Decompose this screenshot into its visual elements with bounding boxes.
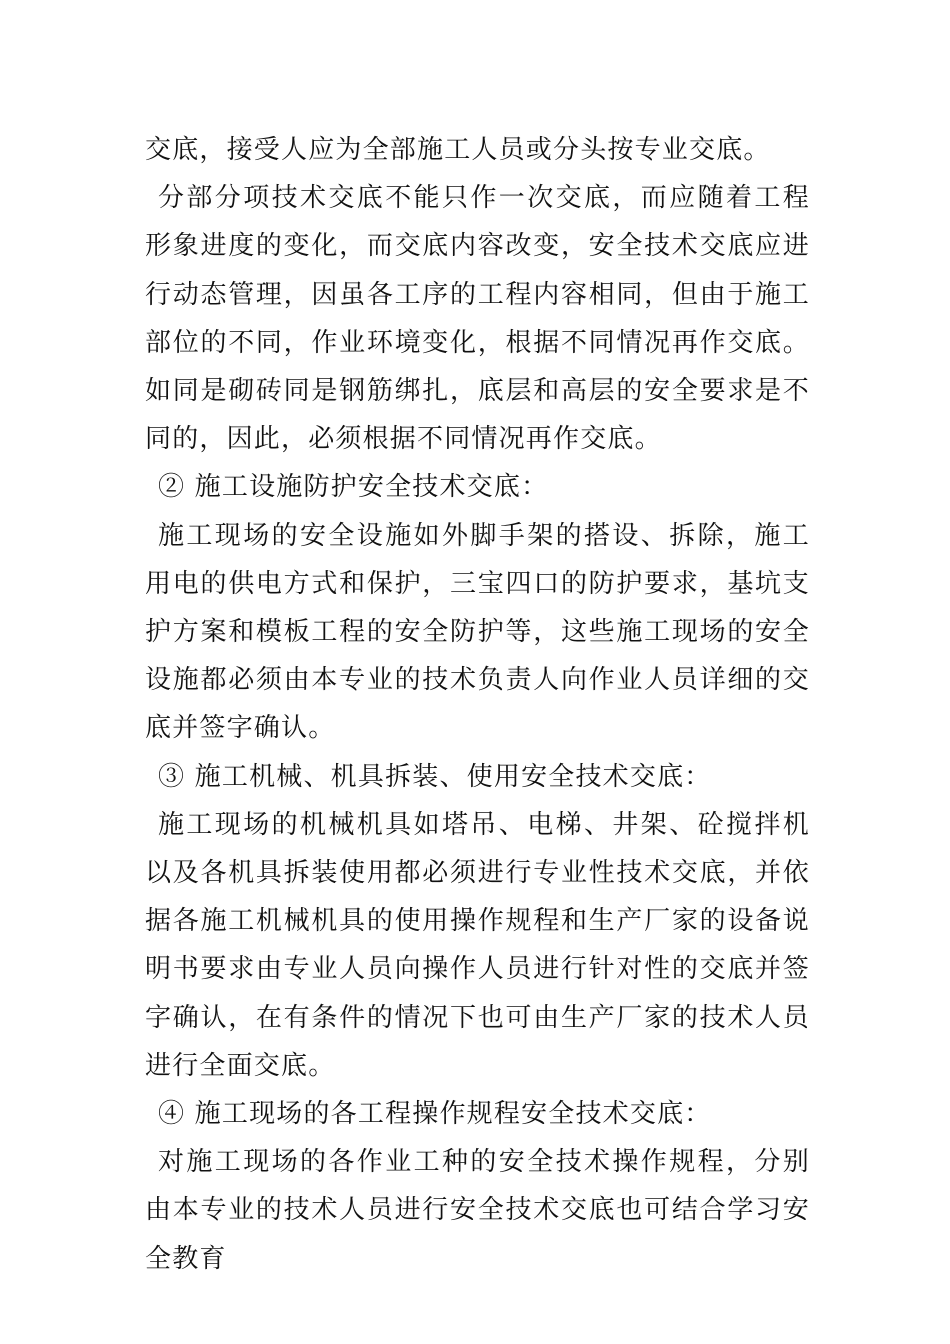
heading-facility-protection: ② 施工设施防护安全技术交底： xyxy=(158,472,549,503)
paragraph-dynamic-disclosure: 分部分项技术交底不能只作一次交底，而应随着工程形象进度的变化，而交底内容改变，安全技术交底应进行动态管理，因虽各工序的工程内容相同，但由于施工部位的不同，作业环境变化，根据不同情况再作交底。如同是砌砖同是钢筋绑扎，底层和高层的安全要求是不同的，因此，必须根据不同情况再作交底。 xyxy=(145,183,810,455)
paragraph-machinery: 施工现场的机械机具如塔吊、电梯、井架、砼搅拌机以及各机具拆装使用都必须进行专业性技术交底，并依据各施工机械机具的使用操作规程和生产厂家的设备说明书要求由专业人员向操作人员进行针对性的交底并签字确认，在有条件的情况下也可由生产厂家的技术人员进行全面交底。 xyxy=(145,809,810,1081)
paragraph-continuation: 交底，接受人应为全部施工人员或分头按专业交底。 xyxy=(145,135,771,165)
heading-machinery: ③ 施工机械、机具拆装、使用安全技术交底： xyxy=(158,761,712,792)
paragraph-facility-protection: 施工现场的安全设施如外脚手架的搭设、拆除，施工用电的供电方式和保护，三宝四口的防护要求，基坑支护方案和模板工程的安全防护等，这些施工现场的安全设施都必须由本专业的技术负责人向作业人员详细的交底并签字确认。 xyxy=(145,520,810,744)
heading-operating-rules: ④ 施工现场的各工程操作规程安全技术交底： xyxy=(158,1099,712,1130)
paragraph-operating-rules: 对施工现场的各作业工种的安全技术操作规程，分别由本专业的技术人员进行安全技术交底也可结合学习安全教育 xyxy=(145,1147,810,1274)
document-page xyxy=(145,126,810,1283)
